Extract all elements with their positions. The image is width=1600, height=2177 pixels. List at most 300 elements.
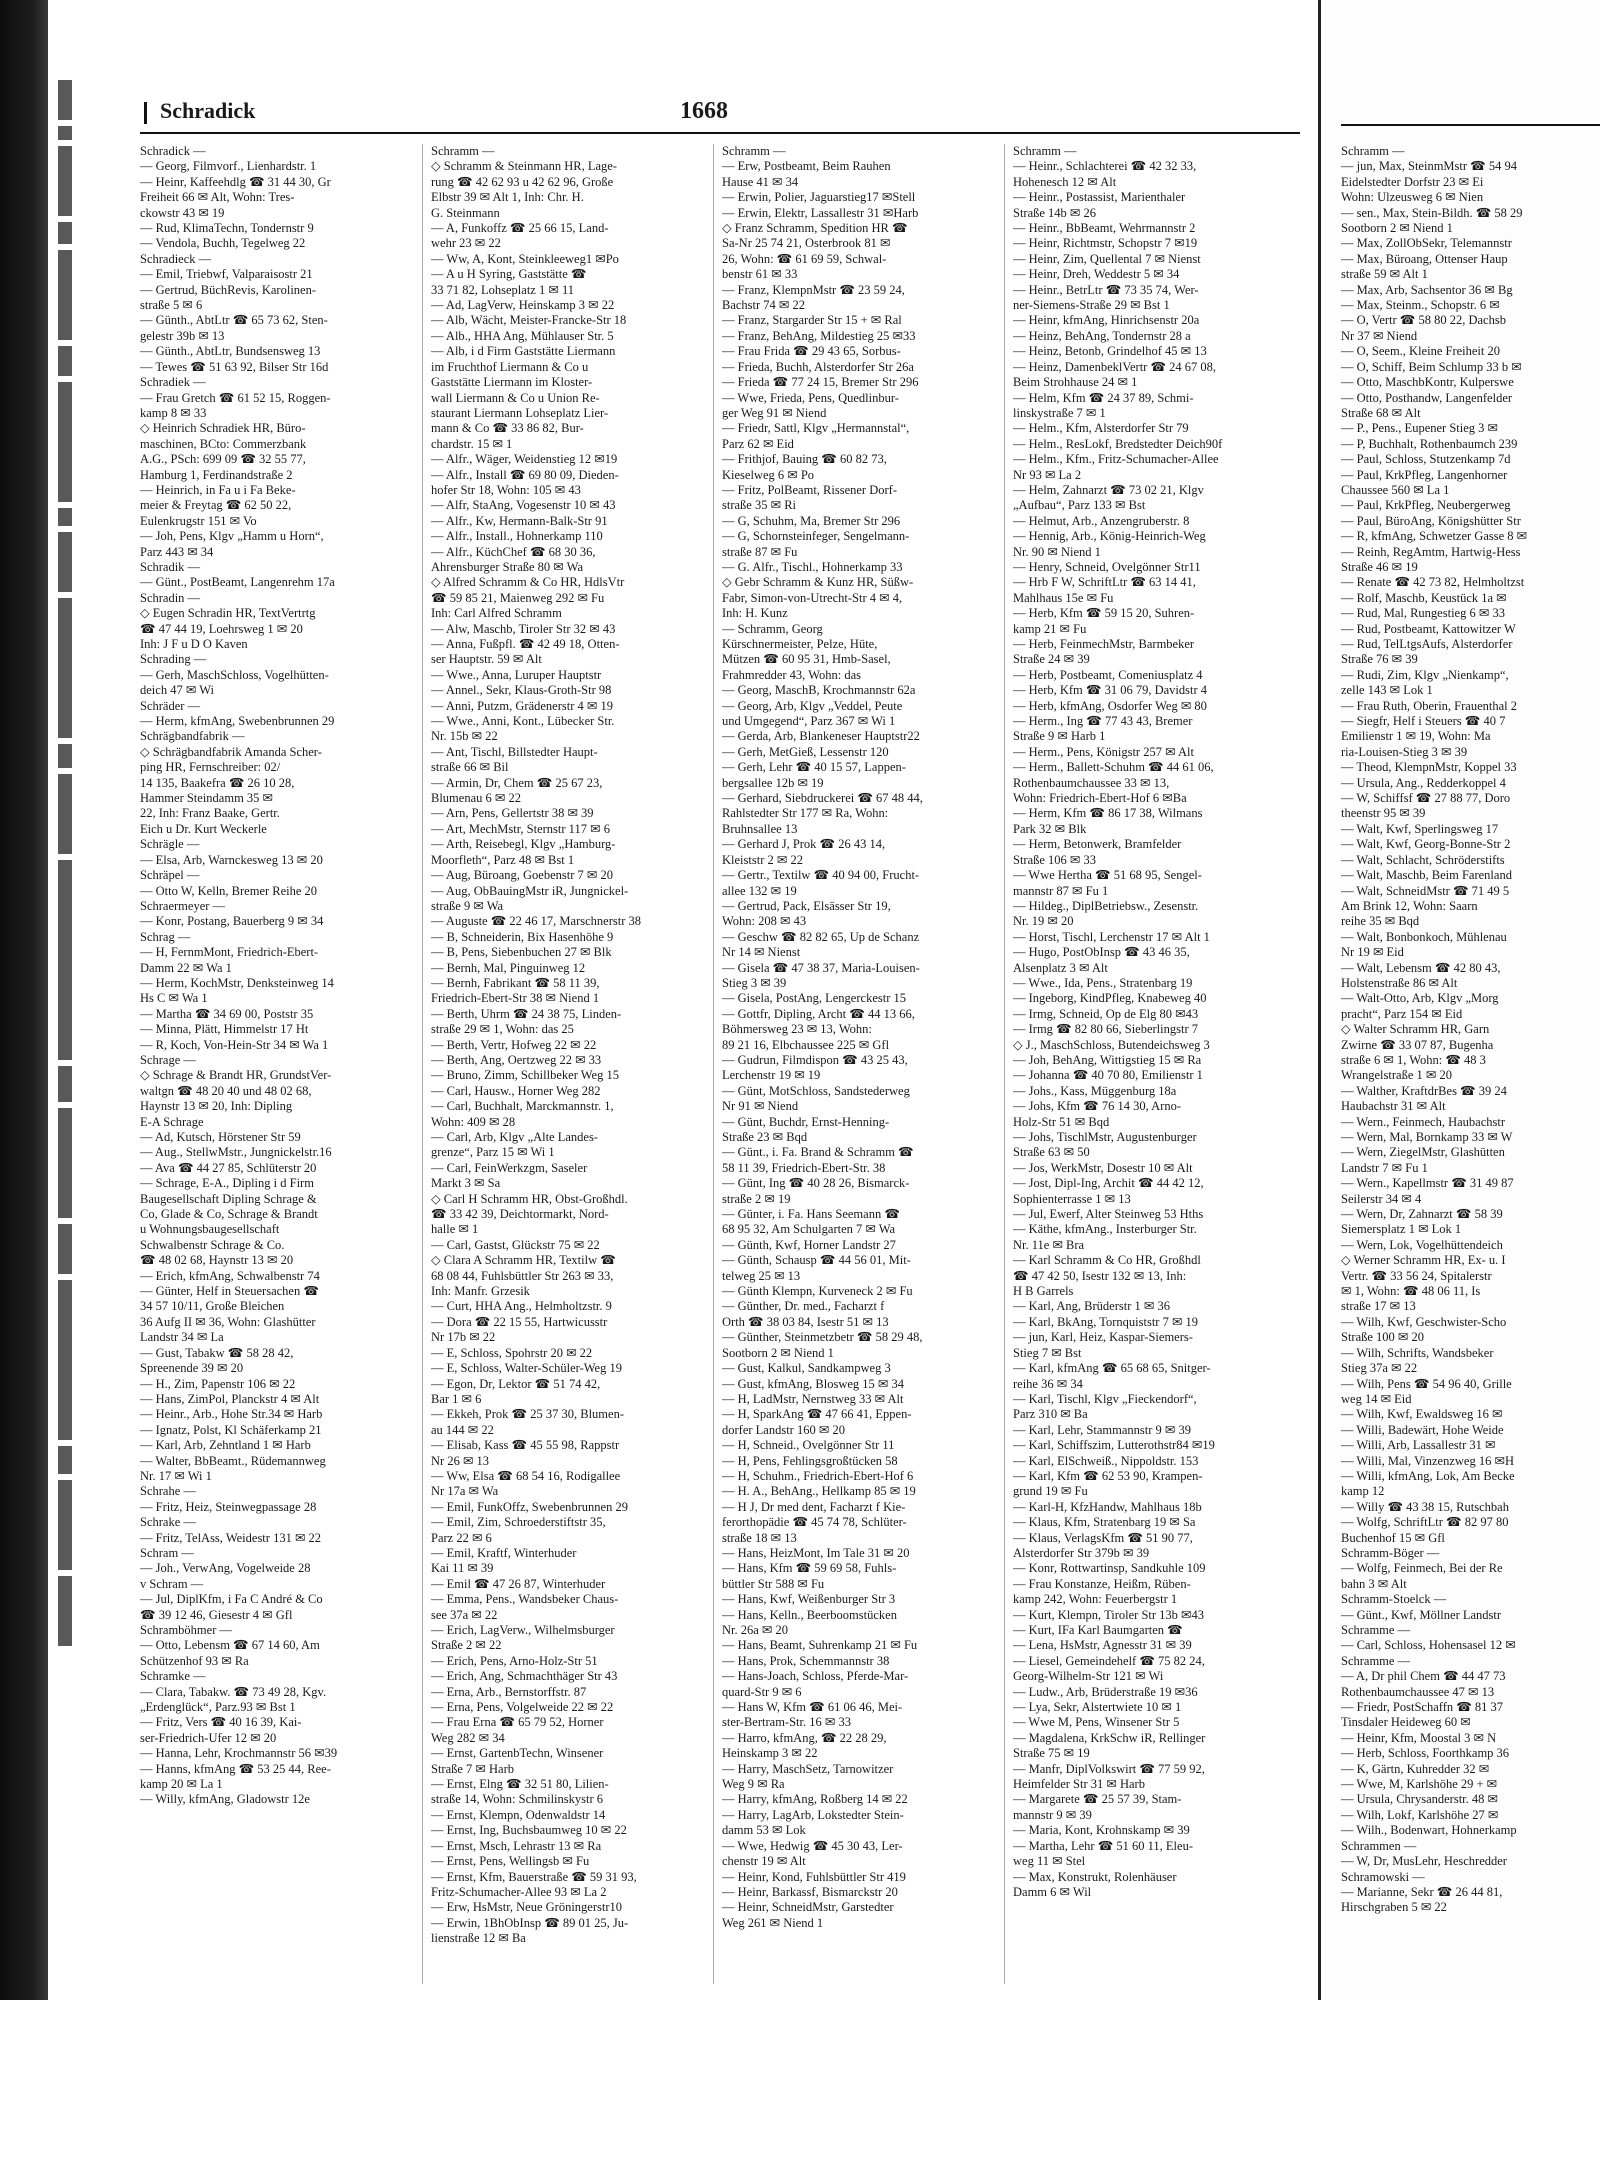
directory-entry: Straße 23 ✉ Bqd bbox=[722, 1130, 808, 1144]
directory-entry: lienstraße 12 ✉ Ba bbox=[431, 1931, 526, 1946]
directory-entry: — Emil, Triebwf, Valparaisostr 21 bbox=[140, 267, 313, 282]
directory-entry: — Margarete ☎ 25 57 39, Stam- bbox=[1013, 1792, 1182, 1807]
directory-entry: — Geschw ☎ 82 82 65, Up de Schanz bbox=[722, 929, 920, 944]
scan-bottom-margin bbox=[0, 2000, 1600, 2177]
directory-entry: Friedrich-Ebert-Str 38 ✉ Niend 1 bbox=[431, 991, 600, 1006]
directory-entry: damm 53 ✉ Lok bbox=[722, 1823, 806, 1838]
facing-entry: Stieg 37a ✉ 22 bbox=[1341, 1361, 1418, 1376]
directory-entry: — Emil ☎ 47 26 87, Winterhuder bbox=[431, 1576, 606, 1591]
directory-entry: Straße 2 ✉ 22 bbox=[431, 1638, 502, 1653]
directory-entry: Schradin — bbox=[140, 590, 201, 605]
directory-entry: ferorthopädie ☎ 45 74 78, Schlüter- bbox=[722, 1515, 907, 1530]
facing-entry: — Willi, Mal, Vinzenzweg 16 ✉H bbox=[1341, 1453, 1514, 1468]
directory-entry: ◇ Gebr Schramm & Kunz HR, Süßw- bbox=[722, 575, 914, 590]
directory-entry: — Hans, Prok, Schemmannstr 38 bbox=[722, 1653, 890, 1668]
directory-entry: — Günter, Helf in Steuersachen ☎ bbox=[140, 1284, 319, 1299]
directory-entry: Freiheit 66 ✉ Alt, Wohn: Tres- bbox=[140, 190, 295, 205]
spine-mark bbox=[58, 1280, 72, 1440]
directory-entry: — Elisab, Kass ☎ 45 55 98, Rappstr bbox=[431, 1438, 620, 1453]
directory-entry: — Herb, Kfm ☎ 59 15 20, Suhren- bbox=[1013, 606, 1195, 621]
directory-entry: Weg 282 ✉ 34 bbox=[431, 1730, 505, 1745]
directory-entry: — Herm., Pens, Königstr 257 ✉ Alt bbox=[1013, 744, 1194, 759]
directory-entry: — Karl Schramm & Co HR, Großhdl bbox=[1013, 1253, 1201, 1268]
directory-entry: — Gertr., Textilw ☎ 40 94 00, Frucht- bbox=[722, 868, 920, 883]
facing-entry: Tinsdaler Heideweg 60 ✉ bbox=[1341, 1715, 1471, 1730]
directory-entry: — Helm, Zahnarzt ☎ 73 02 21, Klgv bbox=[1013, 482, 1204, 497]
directory-entry: — Günther, Dr. med., Facharzt f bbox=[722, 1299, 885, 1314]
directory-entry: bergsallee 12b ✉ 19 bbox=[722, 775, 824, 790]
directory-entry: 22, Inh: Franz Baake, Gertr. bbox=[140, 806, 280, 821]
directory-entry: — Harro, kfmAng, ☎ 22 28 29, bbox=[722, 1730, 887, 1745]
directory-entry: Damm 6 ✉ Wil bbox=[1013, 1884, 1092, 1899]
directory-entry: — Frithjof, Bauing ☎ 60 82 73, bbox=[722, 452, 887, 467]
directory-entry: — Johanna ☎ 40 70 80, Emilienstr 1 bbox=[1013, 1068, 1203, 1083]
facing-entry: zelle 143 ✉ Lok 1 bbox=[1341, 683, 1433, 698]
directory-entry: — Carl, FeinWerkzgm, Saseler bbox=[431, 1160, 588, 1175]
facing-entry: — Max, Büroang, Ottenser Haup bbox=[1341, 251, 1508, 266]
facing-page bbox=[1318, 0, 1600, 2000]
directory-entry: — Ww, Elsa ☎ 68 54 16, Rodigallee bbox=[431, 1468, 621, 1483]
directory-entry: — Walter, BbBeamt., Rüdemannweg bbox=[140, 1453, 326, 1468]
directory-entry: Straße 24 ✉ 39 bbox=[1013, 652, 1090, 667]
directory-entry: Hause 41 ✉ 34 bbox=[722, 174, 799, 189]
directory-entry: — Irmg ☎ 82 80 66, Sieberlingstr 7 bbox=[1013, 1022, 1198, 1037]
facing-entry: — Herb, Schloss, Foorthkamp 36 bbox=[1341, 1746, 1510, 1761]
facing-entry: Straße 76 ✉ 39 bbox=[1341, 652, 1418, 667]
directory-entry: — A, Funkoffz ☎ 25 66 15, Land- bbox=[431, 221, 609, 236]
directory-entry: straße 18 ✉ 13 bbox=[722, 1530, 797, 1545]
directory-entry: Weg 9 ✉ Ra bbox=[722, 1777, 785, 1792]
facing-entry: — Paul, Schloss, Stutzenkamp 7d bbox=[1341, 452, 1511, 467]
directory-entry: — Gerhard J, Prok ☎ 26 43 14, bbox=[722, 837, 886, 852]
facing-entry: — Wolfg, SchriftLtr ☎ 82 97 80 bbox=[1341, 1515, 1509, 1530]
directory-entry: — Hans, Kwf, Weißenburger Str 3 bbox=[722, 1592, 896, 1607]
spine-bleed bbox=[58, 80, 88, 1960]
directory-entry: — Erwin, Elektr, Lassallestr 31 ✉Harb bbox=[722, 205, 919, 220]
directory-entry: — Fritz, PolBeamt, Rissener Dorf- bbox=[722, 482, 897, 497]
directory-entry: Nr. 15b ✉ 22 bbox=[431, 729, 498, 744]
directory-entry: — Liesel, Gemeindehelf ☎ 75 82 24, bbox=[1013, 1653, 1205, 1668]
directory-entry: — Herb, Kfm ☎ 31 06 79, Davidstr 4 bbox=[1013, 683, 1208, 698]
spine-mark bbox=[58, 222, 72, 244]
facing-entry: Hirschgraben 5 ✉ 22 bbox=[1341, 1900, 1447, 1915]
directory-entry: Markt 3 ✉ Sa bbox=[431, 1176, 501, 1191]
directory-entry: — Hans W, Kfm ☎ 61 06 46, Mei- bbox=[722, 1700, 903, 1715]
directory-entry: — Harry, kfmAng, Roßberg 14 ✉ 22 bbox=[722, 1792, 908, 1807]
directory-entry: benstr 61 ✉ 33 bbox=[722, 267, 798, 282]
directory-entry: Moorfleth“, Parz 48 ✉ Bst 1 bbox=[431, 852, 575, 867]
directory-entry: Schräder — bbox=[140, 698, 201, 713]
directory-entry: ◇ Schrägbandfabrik Amanda Scher- bbox=[140, 744, 322, 759]
directory-entry: G. Steinmann bbox=[431, 205, 500, 220]
facing-entry: — Wern., Feinmech, Haubachstr bbox=[1341, 1114, 1505, 1129]
directory-entry: Blumenau 6 ✉ 22 bbox=[431, 791, 521, 806]
directory-entry: — Gerh, Lehr ☎ 40 15 57, Lappen- bbox=[722, 760, 906, 775]
column-1 bbox=[140, 144, 423, 1984]
facing-entry: weg 14 ✉ Eid bbox=[1341, 1391, 1412, 1406]
directory-entry: — Helm., Kfm, Alsterdorfer Str 79 bbox=[1013, 421, 1189, 436]
spine-mark bbox=[58, 860, 72, 1060]
directory-entry: — Martha, Lehr ☎ 51 60 11, Eleu- bbox=[1013, 1838, 1193, 1853]
directory-entry: Fritz-Schumacher-Allee 93 ✉ La 2 bbox=[431, 1884, 607, 1899]
directory-entry: Straße 75 ✉ 19 bbox=[1013, 1746, 1090, 1761]
directory-entry: see 37a ✉ 22 bbox=[431, 1607, 498, 1622]
facing-entry: — Wilh, Kwf, Geschwister-Scho bbox=[1341, 1314, 1507, 1329]
directory-entry: — Karl, Ang, Brüderstr 1 ✉ 36 bbox=[1013, 1299, 1170, 1314]
directory-entry: — Frau Erna ☎ 65 79 52, Horner bbox=[431, 1715, 604, 1730]
directory-entry: — H, Schuhm., Friedrich-Ebert-Hof 6 bbox=[722, 1468, 914, 1483]
directory-entry: — Erw, HsMstr, Neue Gröningerstr10 bbox=[431, 1900, 623, 1915]
directory-entry: — Heinz, BehAng, Tondernstr 28 a bbox=[1013, 328, 1191, 343]
directory-entry: — Erwin, 1BhObInsp ☎ 89 01 25, Ju- bbox=[431, 1915, 629, 1930]
directory-entry: Stieg 7 ✉ Bst bbox=[1013, 1345, 1082, 1360]
directory-entry: — Joh, BehAng, Wittigstieg 15 ✉ Ra bbox=[1013, 1052, 1202, 1067]
directory-entry: Damm 22 ✉ Wa 1 bbox=[140, 960, 232, 975]
directory-entry: Co, Glade & Co, Schrage & Brandt bbox=[140, 1207, 318, 1222]
directory-entry: — Karl, BkAng, Tornquiststr 7 ✉ 19 bbox=[1013, 1314, 1199, 1329]
directory-entry: — Martha ☎ 34 69 00, Poststr 35 bbox=[140, 1006, 314, 1021]
directory-entry: — Harry, LagArb, Lokstedter Stein- bbox=[722, 1807, 904, 1822]
facing-entry: Schramme — bbox=[1341, 1623, 1411, 1637]
directory-entry: — Frieda ☎ 77 24 15, Bremer Str 296 bbox=[722, 375, 919, 390]
directory-entry: Schramm — bbox=[1013, 144, 1077, 158]
directory-entry: — Joh, Pens, Klgv „Hamm u Horn“, bbox=[140, 529, 324, 544]
directory-entry: — Herb, Postbeamt, Comeniusplatz 4 bbox=[1013, 667, 1203, 682]
directory-entry: Inh: Carl Alfred Schramm bbox=[431, 606, 562, 621]
facing-entry: Landstr 7 ✉ Fu 1 bbox=[1341, 1160, 1428, 1175]
directory-entry: quard-Str 9 ✉ 6 bbox=[722, 1684, 802, 1699]
spine-mark bbox=[58, 532, 72, 592]
directory-entry: — Alfr., Kw, Hermann-Balk-Str 91 bbox=[431, 513, 608, 528]
directory-entry: straße 9 ✉ Wa bbox=[431, 898, 504, 913]
directory-entry: — Herm, KochMstr, Denksteinweg 14 bbox=[140, 975, 334, 990]
directory-entry: — Ernst, Klempn, Odenwaldstr 14 bbox=[431, 1807, 606, 1822]
directory-entry: mannstr 87 ✉ Fu 1 bbox=[1013, 883, 1109, 898]
facing-entry: pracht“, Parz 154 ✉ Eid bbox=[1341, 1006, 1463, 1021]
directory-entry: Schradieck — bbox=[140, 251, 212, 266]
directory-entry: H B Garrels bbox=[1013, 1284, 1074, 1299]
directory-entry: E-A Schrage bbox=[140, 1114, 204, 1129]
facing-entry: Wrangelstraße 1 ✉ 20 bbox=[1341, 1068, 1452, 1083]
directory-entry: Nr. 17 ✉ Wi 1 bbox=[140, 1468, 212, 1483]
directory-entry: kamp 8 ✉ 33 bbox=[140, 405, 207, 420]
scan-dark-edge bbox=[0, 0, 48, 2000]
directory-entry: — Gerh, MaschSchloss, Vogelhütten- bbox=[140, 667, 329, 682]
facing-entry: — jun, Max, SteinmMstr ☎ 54 94 bbox=[1341, 159, 1517, 174]
facing-entry: ◇ Walter Schramm HR, Garn bbox=[1341, 1022, 1490, 1037]
directory-entry: 26, Wohn: ☎ 61 69 59, Schwal- bbox=[722, 251, 887, 266]
directory-entry: — Ad, Kutsch, Hörstener Str 59 bbox=[140, 1130, 301, 1144]
directory-entry: — Käthe, kfmAng., Insterburger Str. bbox=[1013, 1222, 1197, 1237]
directory-entry: Orth ☎ 38 03 84, Isestr 51 ✉ 13 bbox=[722, 1314, 889, 1329]
directory-entry: — Karl, Tischl, Klgv „Fieckendorf“, bbox=[1013, 1391, 1197, 1406]
directory-entry: — H, SparkAng ☎ 47 66 41, Eppen- bbox=[722, 1407, 912, 1422]
directory-entry: Parz 310 ✉ Ba bbox=[1013, 1407, 1088, 1422]
directory-entry: — Ignatz, Polst, Kl Schäferkamp 21 bbox=[140, 1422, 322, 1437]
directory-entry: — Franz, Stargarder Str 15 + ✉ Ral bbox=[722, 313, 902, 328]
directory-entry: — Manfr, DiplVolkswirt ☎ 77 59 92, bbox=[1013, 1761, 1205, 1776]
directory-entry: — Kurt, Klempn, Tiroler Str 13b ✉43 bbox=[1013, 1607, 1205, 1622]
directory-entry: — Hanns, kfmAng ☎ 53 25 44, Ree- bbox=[140, 1761, 331, 1776]
directory-entry: rung ☎ 42 62 93 u 42 62 96, Große bbox=[431, 174, 614, 189]
directory-entry: im Fruchthof Liermann & Co u bbox=[431, 359, 589, 374]
facing-entry: — Paul, KrkPfleg, Langenhorner bbox=[1341, 467, 1508, 482]
directory-entry: Eulenkrugstr 151 ✉ Vo bbox=[140, 513, 257, 528]
facing-entry: kamp 12 bbox=[1341, 1484, 1385, 1499]
directory-entry: — Bruno, Zimm, Schillbeker Weg 15 bbox=[431, 1068, 619, 1083]
facing-entry: — O, Schiff, Beim Schlump 33 b ✉ bbox=[1341, 359, 1522, 374]
directory-entry: — Aug, ObBauingMstr iR, Jungnickel- bbox=[431, 883, 629, 898]
facing-entry: theenstr 95 ✉ 39 bbox=[1341, 806, 1426, 821]
page-header bbox=[140, 92, 1300, 134]
facing-entry: — Ursula, Chrysanderstr. 48 ✉ bbox=[1341, 1792, 1498, 1807]
spine-mark bbox=[58, 146, 72, 216]
directory-entry: — Herm., Ballett-Schuhm ☎ 44 61 06, bbox=[1013, 760, 1214, 775]
facing-entry: Am Brink 12, Wohn: Saarn bbox=[1341, 898, 1478, 913]
directory-entry: — Wwe., Anni, Kont., Lübecker Str. bbox=[431, 714, 615, 729]
spine-mark bbox=[58, 80, 72, 120]
directory-entry: — Wwe, Frieda, Pens, Quedlinbur- bbox=[722, 390, 899, 405]
directory-entry: — Friedr, Sattl, Klgv „Hermannstal“, bbox=[722, 421, 910, 436]
directory-entry: — H, Schneid., Ovelgönner Str 11 bbox=[722, 1438, 895, 1453]
directory-entry: telweg 25 ✉ 13 bbox=[722, 1268, 801, 1283]
directory-entry: Heinskamp 3 ✉ 22 bbox=[722, 1746, 818, 1761]
directory-entry: — jun, Karl, Heiz, Kaspar-Siemers- bbox=[1013, 1330, 1193, 1345]
facing-entry: Zwirne ☎ 33 07 87, Bugenha bbox=[1341, 1037, 1494, 1052]
directory-entry: ◇ Clara A Schramm HR, Textilw ☎ bbox=[431, 1253, 616, 1268]
facing-entry: — Wilh, Lokf, Karlshöhe 27 ✉ bbox=[1341, 1807, 1499, 1822]
directory-entry: — Dora ☎ 22 15 55, Hartwicusstr bbox=[431, 1314, 608, 1329]
column-4 bbox=[1013, 144, 1296, 1984]
facing-entry: — Heinr, Kfm, Moostal 3 ✉ N bbox=[1341, 1730, 1497, 1745]
facing-entry: ◇ Werner Schramm HR, Ex- u. I bbox=[1341, 1253, 1506, 1268]
directory-entry: Hammer Steindamm 35 ✉ bbox=[140, 791, 274, 806]
directory-entry: Wohn: 208 ✉ 43 bbox=[722, 914, 807, 929]
directory-entry: — Gust, Tabakw ☎ 58 28 42, bbox=[140, 1345, 294, 1360]
directory-entry: — Henry, Schneid, Ovelgönner Str11 bbox=[1013, 559, 1201, 574]
header-name: Schradick bbox=[160, 98, 256, 123]
facing-entry: — Rud, Postbeamt, Kattowitzer W bbox=[1341, 621, 1516, 636]
directory-entry: — Heinr, Zim, Quellental 7 ✉ Nienst bbox=[1013, 251, 1201, 266]
directory-entry: — Frau Gretch ☎ 61 52 15, Roggen- bbox=[140, 390, 331, 405]
directory-entry: Nr. 11e ✉ Bra bbox=[1013, 1237, 1085, 1252]
directory-entry: Parz 62 ✉ Eid bbox=[722, 436, 794, 451]
directory-entry: — Günt, MotSchloss, Sandstederweg bbox=[722, 1083, 910, 1098]
directory-entry: — Fritz, Vers ☎ 40 16 39, Kai- bbox=[140, 1715, 302, 1730]
directory-entry: — Alfr., Wäger, Weidenstieg 12 ✉19 bbox=[431, 452, 618, 467]
directory-entry: Schrägle — bbox=[140, 837, 200, 852]
directory-entry: — Helm., ResLokf, Bredstedter Deich90f bbox=[1013, 436, 1223, 451]
directory-entry: v Schram — bbox=[140, 1576, 204, 1591]
directory-entry: Schräpel — bbox=[140, 868, 200, 883]
facing-entry: — Wern., Kapellmstr ☎ 31 49 87 bbox=[1341, 1176, 1514, 1191]
directory-entry: mann & Co ☎ 33 86 82, Bur- bbox=[431, 421, 584, 436]
facing-entry: Schrammen — bbox=[1341, 1838, 1417, 1853]
facing-entry: ✉ 1, Wohn: ☎ 48 06 11, Is bbox=[1341, 1284, 1481, 1299]
directory-entry: Sophienterrasse 1 ✉ 13 bbox=[1013, 1191, 1131, 1206]
directory-entry: Beim Strohhause 24 ✉ 1 bbox=[1013, 375, 1138, 390]
directory-entry: — A u H Syring, Gaststätte ☎ bbox=[431, 267, 587, 282]
directory-entry: ◇ Schramm & Steinmann HR, Lage- bbox=[431, 159, 617, 174]
directory-entry: ☎ 39 12 46, Giesestr 4 ✉ Gfl bbox=[140, 1607, 293, 1622]
directory-entry: — Tewes ☎ 51 63 92, Bilser Str 16d bbox=[140, 359, 329, 374]
directory-entry: Kürschnermeister, Pelze, Hüte, bbox=[722, 637, 878, 651]
facing-entry: — Wilh, Schrifts, Wandsbeker bbox=[1341, 1345, 1494, 1360]
directory-entry: — Hans, HeizMont, Im Tale 31 ✉ 20 bbox=[722, 1545, 910, 1560]
directory-entry: — Herb, kfmAng, Osdorfer Weg ✉ 80 bbox=[1013, 698, 1207, 713]
directory-entry: — Heinz, Betonb, Grindelhof 45 ✉ 13 bbox=[1013, 344, 1207, 359]
directory-entry: Hs C ✉ Wa 1 bbox=[140, 991, 208, 1006]
directory-entry: — Alfr., KüchChef ☎ 68 30 36, bbox=[431, 544, 596, 559]
directory-entry: Schrahe — bbox=[140, 1484, 196, 1499]
facing-entry: — Walt, Lebensm ☎ 42 80 43, bbox=[1341, 960, 1501, 975]
facing-entry: Rothenbaumchaussee 47 ✉ 13 bbox=[1341, 1684, 1495, 1699]
facing-entry: — Wilh, Kwf, Ewaldsweg 16 ✉ bbox=[1341, 1407, 1503, 1422]
facing-entry: — Wilh., Bodenwart, Hohnerkamp bbox=[1341, 1823, 1517, 1838]
directory-entry: — Annel., Sekr, Klaus-Groth-Str 98 bbox=[431, 683, 612, 698]
directory-entry: 68 95 32, Am Schulgarten 7 ✉ Wa bbox=[722, 1222, 896, 1237]
directory-entry: — Otto, Lebensm ☎ 67 14 60, Am bbox=[140, 1638, 320, 1653]
header-bar bbox=[144, 102, 147, 124]
directory-entry: — Günth., AbtLtr ☎ 65 73 62, Sten- bbox=[140, 313, 328, 328]
directory-entry: Bruhnsallee 13 bbox=[722, 821, 798, 836]
directory-entry: — Günther, Steinmetzbetr ☎ 58 29 48, bbox=[722, 1330, 923, 1345]
directory-entry: 34 57 10/11, Große Bleichen bbox=[140, 1299, 285, 1314]
directory-entry: kamp 21 ✉ Fu bbox=[1013, 621, 1087, 636]
directory-entry: 68 08 44, Fuhlsbüttler Str 263 ✉ 33, bbox=[431, 1268, 614, 1283]
facing-entry: — Wern, ZiegelMstr, Glashütten bbox=[1341, 1145, 1505, 1160]
directory-entry: — B, Pens, Siebenbuchen 27 ✉ Blk bbox=[431, 945, 612, 960]
directory-entry: kamp 242, Wohn: Feuerbergstr 1 bbox=[1013, 1592, 1178, 1607]
directory-entry: — Günt, Ing ☎ 40 28 26, Bismarck- bbox=[722, 1176, 910, 1191]
directory-entry: — Heinr., Schlachterei ☎ 42 32 33, bbox=[1013, 159, 1197, 174]
directory-entry: Nr 91 ✉ Niend bbox=[722, 1099, 799, 1114]
directory-entry: — Hans, Kelln., Beerboomstücken bbox=[722, 1607, 897, 1622]
facing-entry: — Frau Ruth, Oberin, Frauenthal 2 bbox=[1341, 698, 1518, 713]
directory-entry: — G. Alfr., Tischl., Hohnerkamp 33 bbox=[722, 559, 903, 574]
directory-entry: — Konr, Rottwartinsp, Sandkuhle 109 bbox=[1013, 1561, 1206, 1576]
facing-entry: Straße 68 ✉ Alt bbox=[1341, 405, 1421, 420]
facing-entry: Straße 100 ✉ 20 bbox=[1341, 1330, 1425, 1345]
directory-entry: — Günt., PostBeamt, Langenrehm 17a bbox=[140, 575, 335, 590]
directory-entry: Bar 1 ✉ 6 bbox=[431, 1391, 482, 1406]
directory-entry: Schradik — bbox=[140, 559, 201, 574]
directory-entry: — Lya, Sekr, Alstertwiete 10 ✉ 1 bbox=[1013, 1700, 1182, 1715]
directory-entry: — Helm, Kfm ☎ 24 37 89, Schmi- bbox=[1013, 390, 1194, 405]
directory-entry: — Erich, Pens, Arno-Holz-Str 51 bbox=[431, 1653, 598, 1668]
spine-mark bbox=[58, 346, 72, 376]
directory-entry: — Maria, Kont, Krohnskamp ✉ 39 bbox=[1013, 1823, 1190, 1838]
directory-entry: — Hugo, PostObInsp ☎ 43 46 35, bbox=[1013, 945, 1190, 960]
directory-entry: — Heinr., Postassist, Marienthaler bbox=[1013, 190, 1186, 205]
directory-entry: — Emil, Kraftf, Winterhuder bbox=[431, 1545, 577, 1560]
directory-entry: Inh: Manfr. Grzesik bbox=[431, 1284, 530, 1299]
facing-entry: Haubachstr 31 ✉ Alt bbox=[1341, 1099, 1446, 1114]
directory-entry: — Heinr, SchneidMstr, Garstedter bbox=[722, 1900, 894, 1915]
directory-entry: — Schramm, Georg bbox=[722, 621, 823, 636]
directory-entry: — Anni, Putzm, Grädenerstr 4 ✉ 19 bbox=[431, 698, 613, 713]
facing-entry: — Siegfr, Helf i Steuers ☎ 40 7 bbox=[1341, 714, 1506, 729]
directory-entry: chenstr 19 ✉ Alt bbox=[722, 1854, 806, 1869]
directory-entry: — Heinr, Kaffeehdlg ☎ 31 44 30, Gr bbox=[140, 174, 331, 189]
directory-entry: Schrage — bbox=[140, 1052, 196, 1067]
facing-entry: — Wwe, M, Karlshöhe 29 + ✉ bbox=[1341, 1777, 1498, 1792]
directory-entry: — Alfr., Install., Hohnerkamp 110 bbox=[431, 529, 603, 544]
directory-entry: straße 87 ✉ Fu bbox=[722, 544, 798, 559]
facing-entry: Schramme — bbox=[1341, 1653, 1411, 1668]
directory-entry: — Fritz, Heiz, Steinwegpassage 28 bbox=[140, 1499, 317, 1514]
directory-entry: Inh: H. Kunz bbox=[722, 606, 788, 621]
directory-entry: — Georg, Filmvorf., Lienhardstr. 1 bbox=[140, 159, 317, 174]
directory-entry: Stieg 3 ✉ 39 bbox=[722, 975, 787, 990]
directory-entry: — H, LadMstr, Nernstweg 33 ✉ Alt bbox=[722, 1391, 904, 1406]
facing-entry: Seilerstr 34 ✉ 4 bbox=[1341, 1191, 1422, 1206]
directory-entry: — Clara, Tabakw. ☎ 73 49 28, Kgv. bbox=[140, 1684, 327, 1699]
directory-entry: — Arn, Pens, Gellertstr 38 ✉ 39 bbox=[431, 806, 594, 821]
directory-entry: — Gust, Kalkul, Sandkampweg 3 bbox=[722, 1361, 891, 1376]
directory-entry: Mahlhaus 15e ✉ Fu bbox=[1013, 590, 1114, 605]
directory-entry: Schramm — bbox=[722, 144, 786, 158]
directory-entry: — G, Schornsteinfeger, Sengelmann- bbox=[722, 529, 910, 544]
directory-entry: — Berth, Uhrm ☎ 24 38 75, Linden- bbox=[431, 1006, 622, 1021]
directory-entry: — Gerh, MetGieß, Lessenstr 120 bbox=[722, 744, 889, 759]
facing-entry: Chaussee 560 ✉ La 1 bbox=[1341, 482, 1450, 497]
directory-entry: — Erna, Pens, Volgelweide 22 ✉ 22 bbox=[431, 1700, 614, 1715]
directory-entry: halle ✉ 1 bbox=[431, 1222, 479, 1237]
spine-mark bbox=[58, 1224, 72, 1274]
directory-entry: — Harry, MaschSetz, Tarnowitzer bbox=[722, 1761, 894, 1776]
directory-entry: — Alfr., Install ☎ 69 80 09, Dieden- bbox=[431, 467, 619, 482]
facing-entry: — Rudi, Zim, Klgv „Nienkamp“, bbox=[1341, 667, 1509, 682]
facing-entry: — Otto, MaschbKontr, Kulperswe bbox=[1341, 375, 1514, 390]
spine-mark bbox=[58, 250, 72, 340]
directory-entry: straße 66 ✉ Bil bbox=[431, 760, 509, 775]
spine-mark bbox=[58, 1576, 72, 1646]
directory-entry: — Carl, Arb, Klgv „Alte Landes- bbox=[431, 1130, 598, 1144]
facing-entry: — Carl, Schloss, Hohensasel 12 ✉ bbox=[1341, 1638, 1516, 1653]
directory-entry: — Heinr., Arb., Hohe Str.34 ✉ Harb bbox=[140, 1407, 323, 1422]
facing-entry: Sootborn 2 ✉ Niend 1 bbox=[1341, 221, 1453, 236]
directory-entry: 58 11 39, Friedrich-Ebert-Str. 38 bbox=[722, 1160, 886, 1175]
facing-entry: Schramowski — bbox=[1341, 1869, 1425, 1884]
directory-entry: — Heinr, Barkassf, Bismarckstr 20 bbox=[722, 1884, 898, 1899]
directory-entry: mannstr 9 ✉ 39 bbox=[1013, 1807, 1092, 1822]
facing-entry: — Renate ☎ 42 73 82, Helmholtzst bbox=[1341, 575, 1525, 590]
directory-entry: — Herm, Kfm ☎ 86 17 38, Wilmans bbox=[1013, 806, 1203, 821]
directory-entry: — Karl, Lehr, Stammannstr 9 ✉ 39 bbox=[1013, 1422, 1191, 1437]
directory-entry: — Lena, HsMstr, Agnesstr 31 ✉ 39 bbox=[1013, 1638, 1192, 1653]
facing-entry: — Ursula, Ang., Redderkoppel 4 bbox=[1341, 775, 1506, 790]
directory-entry: Nr 17a ✉ Wa bbox=[431, 1484, 499, 1499]
directory-entry: dorfer Landstr 160 ✉ 20 bbox=[722, 1422, 845, 1437]
directory-entry: — Emma, Pens., Wandsbeker Chaus- bbox=[431, 1592, 619, 1607]
directory-entry: Eich u Dr. Kurt Weckerle bbox=[140, 821, 267, 836]
directory-entry: Bachstr 74 ✉ 22 bbox=[722, 298, 806, 313]
page-number: 1668 bbox=[680, 98, 728, 124]
facing-entry: Nr 19 ✉ Eid bbox=[1341, 945, 1404, 960]
facing-entry: — Walther, KraftdrBes ☎ 39 24 bbox=[1341, 1083, 1507, 1098]
facing-entry: — Walt, Kwf, Georg-Bonne-Str 2 bbox=[1341, 837, 1511, 852]
directory-entry: — H., Zim, Papenstr 106 ✉ 22 bbox=[140, 1376, 296, 1391]
directory-entry: — Ernst, Elng ☎ 32 51 80, Lilien- bbox=[431, 1777, 609, 1792]
facing-entry: ria-Louisen-Stieg 3 ✉ 39 bbox=[1341, 744, 1468, 759]
directory-entry: Kleiststr 2 ✉ 22 bbox=[722, 852, 803, 867]
directory-entry: Böhmersweg 23 ✉ 13, Wohn: bbox=[722, 1022, 872, 1037]
directory-entry: — Ludw., Arb, Brüderstraße 19 ✉36 bbox=[1013, 1684, 1198, 1699]
directory-entry: — Günt., i. Fa. Brand & Schramm ☎ bbox=[722, 1145, 914, 1160]
directory-entry: Hamburg 1, Ferdinandstraße 2 bbox=[140, 467, 293, 482]
directory-entry: — Fritz, TelAss, Weidestr 131 ✉ 22 bbox=[140, 1530, 322, 1545]
